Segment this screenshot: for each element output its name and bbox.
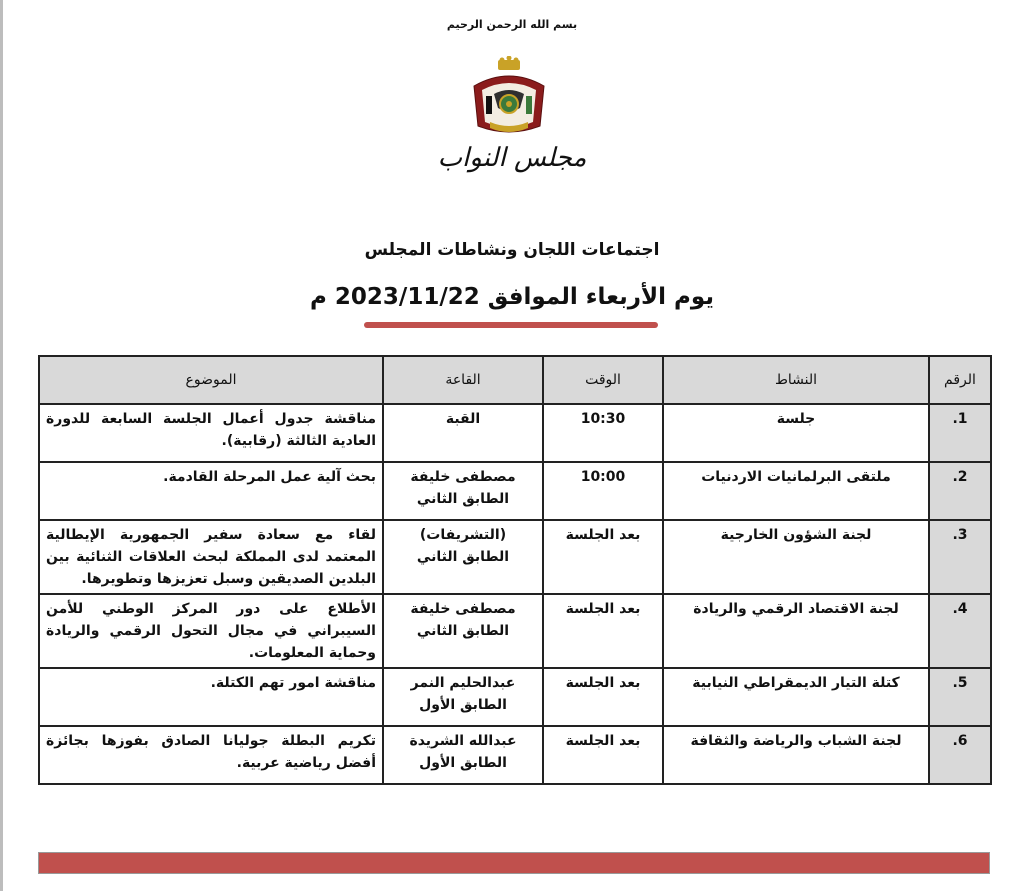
row-activity: جلسة [663, 404, 929, 462]
page-edge [0, 0, 3, 891]
hall-name: القبة [445, 411, 481, 427]
row-hall [383, 726, 543, 784]
row-hall [383, 594, 543, 668]
column-header-subject: الموضوع [39, 356, 383, 404]
hall-name: مصطفى خليفة [410, 469, 516, 485]
row-time: 10:30 [543, 404, 663, 462]
row-time: 10:00 [543, 462, 663, 520]
hall-floor: الطابق الثاني [416, 491, 510, 507]
hall-name: عبدالحليم النمر [410, 675, 516, 691]
coat-of-arms-icon [468, 56, 550, 140]
row-number: 3. [929, 520, 991, 594]
date-title: يوم الأربعاء الموافق 2023/11/22 م [310, 284, 714, 310]
row-time: بعد الجلسة [543, 520, 663, 594]
basmala: بسم الله الرحمن الرحيم [446, 18, 578, 31]
row-hall [383, 520, 543, 594]
row-activity: لجنة الاقتصاد الرقمي والريادة [663, 594, 929, 668]
row-number: 4. [929, 594, 991, 668]
hall-name: عبدالله الشريدة [409, 733, 517, 749]
row-time: بعد الجلسة [543, 594, 663, 668]
table-row [39, 520, 991, 594]
row-hall [383, 668, 543, 726]
row-activity: لجنة الشؤون الخارجية [663, 520, 929, 594]
row-subject: مناقشة جدول أعمال الجلسة السابعة للدورة العادية الثالثة (رقابية). [39, 404, 383, 462]
table-row [39, 404, 991, 462]
footer-bar [38, 852, 990, 874]
row-subject: الأطلاع على دور المركز الوطني للأمن السيبراني في مجال التحول الرقمي والريادة وحماية المعلومات. [39, 594, 383, 668]
column-header-number: الرقم [929, 356, 991, 404]
row-time: بعد الجلسة [543, 726, 663, 784]
row-number: 6. [929, 726, 991, 784]
row-number: 2. [929, 462, 991, 520]
hall-name: (التشريفات) [419, 527, 507, 543]
row-hall [383, 462, 543, 520]
table-row [39, 462, 991, 520]
column-header-time: الوقت [543, 356, 663, 404]
row-subject: تكريم البطلة جوليانا الصادق بفوزها بجائزة أفضل رياضية عربية. [39, 726, 383, 784]
row-activity: كتلة التيار الديمقراطي النيابية [663, 668, 929, 726]
row-hall [383, 404, 543, 462]
row-subject: بحث آلية عمل المرحلة القادمة. [39, 462, 383, 520]
table-row [39, 594, 991, 668]
parliament-logo-text: مجلس النواب [437, 143, 587, 173]
row-time: بعد الجلسة [543, 668, 663, 726]
schedule-table [38, 355, 992, 785]
table-header-row [39, 356, 991, 404]
hall-floor: الطابق الثاني [416, 623, 510, 639]
hall-floor: الطابق الثاني [416, 549, 510, 565]
hall-name: مصطفى خليفة [410, 601, 516, 617]
title-underline [364, 322, 658, 328]
hall-floor: الطابق الأول [419, 755, 507, 771]
page-heading: اجتماعات اللجان ونشاطات المجلس [364, 240, 660, 260]
row-number: 5. [929, 668, 991, 726]
column-header-hall: القاعة [383, 356, 543, 404]
table-row [39, 668, 991, 726]
row-subject: لقاء مع سعادة سفير الجمهورية الإيطالية المعتمد لدى المملكة لبحث العلاقات الثنائية بين البلدين الصديقين وسبل تعزيزها وتطويرها. [39, 520, 383, 594]
row-activity: ملتقى البرلمانيات الاردنيات [663, 462, 929, 520]
row-activity: لجنة الشباب والرياضة والثقافة [663, 726, 929, 784]
table-row [39, 726, 991, 784]
row-subject: مناقشة امور تهم الكتلة. [39, 668, 383, 726]
hall-floor: الطابق الأول [419, 697, 507, 713]
column-header-activity: النشاط [663, 356, 929, 404]
row-number: 1. [929, 404, 991, 462]
